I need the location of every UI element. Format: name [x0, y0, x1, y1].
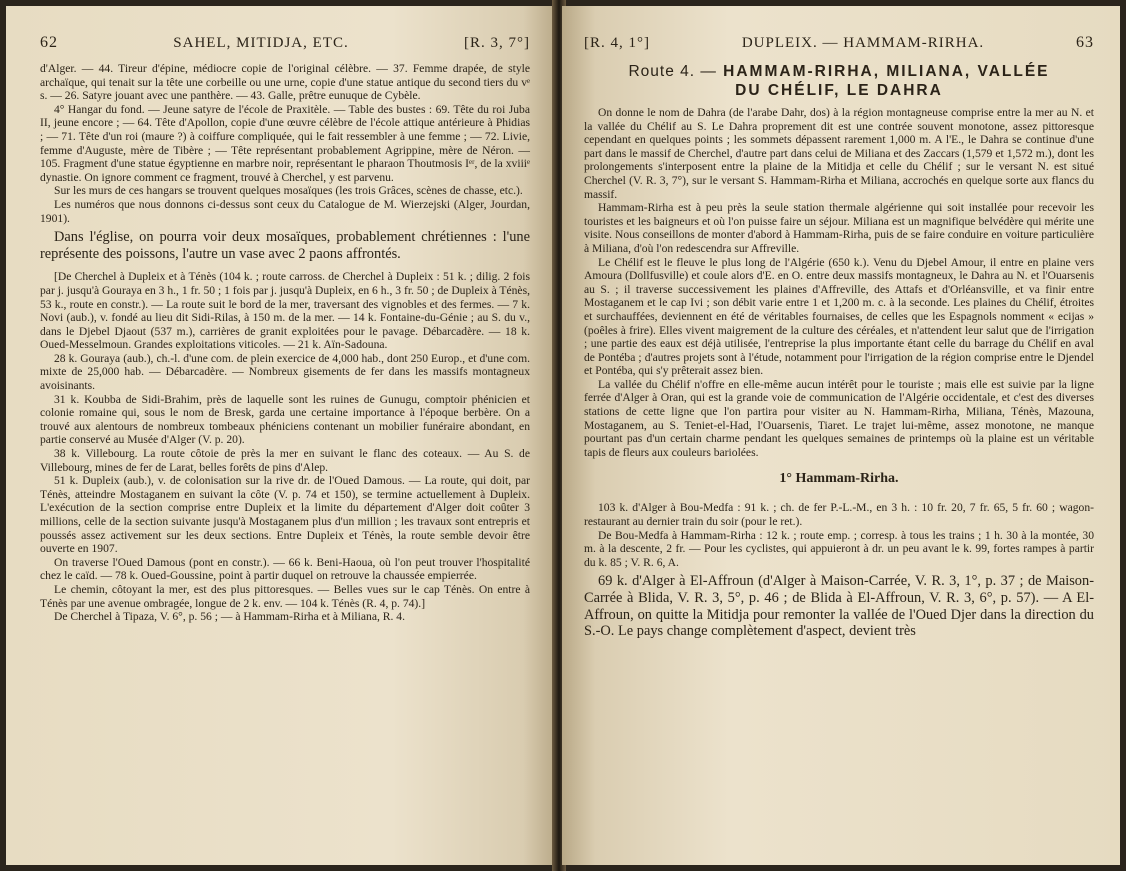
para-right-0: On donne le nom de Dahra (de l'arabe Dahr, dos) à la région montagneuse comprise entre la mer au N. et la vallée du Chélif au S. Le Dahra proprement dit est une contrée souvent monotone, assez pittoresque cependant en quelques points ; les sommets dépassent rarement 1,000 m. A l'E., le Dahra se continue d'une part dans le massif de Cherchel, d'autre part dans celui de Miliana et des Zaccars (1,579 et 1,572 m.), dont les prolongements s'interposent entre la plaine de la Mitidja et celle du Chélif ; sur le versant N. est situé Cherchel (V. R. 3, 7°), sur le versant S. Hammam-Rirha et Miliana, accrochés en quelque sorte aux flancs du massif. — [584, 106, 1094, 201]
para-left-3: Les numéros que nous donnons ci-dessus sont ceux du Catalogue de M. Wierzejski (Alger, Jourdan, 1901). — [40, 197, 530, 225]
right-running-title: DUPLEIX. — HAMMAM-RIRHA. — [741, 35, 985, 51]
para-left-2: Sur les murs de ces hangars se trouvent quelques mosaïques (les trois Grâces, scènes de chasse, etc.). — [54, 184, 523, 198]
right-page — [562, 6, 1120, 865]
right-page-number: 63 — [1076, 34, 1094, 51]
right-section-ref: [R. 4, 1°] — [584, 35, 650, 51]
para-left-6: 28 k. Gouraya (aub.), ch.-l. d'une com. de plein exercice de 4,000 hab., dont 250 Europ., et d'une com. mixte de 25,000 hab. — Débarcadère. — Nombreux gisements de fer dans les massifs montagneux avoisinants. — [40, 351, 530, 393]
route-title-line-1: HAMMAM-RIRHA, MILIANA, VALLÉE — [723, 63, 1050, 80]
para-right-1: Hammam-Rirha est à peu près la seule station thermale algérienne qui soit installée pour recevoir les touristes et les baigneurs et où l'on puisse faire un séjour. Miliana est un magnifique belvédère qui mérite une visite. Nous conseillons de monter d'abord à Hammam-Rirha, puis de se faire conduire en voiture particulière à Miliana, d'où l'on redescendra sur Affreville. — [584, 201, 1094, 255]
para-right-3: La vallée du Chélif n'offre en elle-même aucun intérêt pour le touriste ; mais elle est suivie par la ligne ferrée d'Alger à Oran, qui est la grande voie de communication de l'Algérie occidentale, et c'est des diverses stations de cette ligne que l'on partira pour visiter au N. Hammam-Rirha, Miliana, Ténès, Mazouna, Mostaganem, au S. Teniet-el-Had, l'Ouarsenis, Tiaret. Le trajet lui-même, assez monotone, ne manque pourtant pas d'un certain charme pendant les quelques semaines de printemps où la plaine est un véritable tapis de fleurs aux couleurs bariolées. — [584, 377, 1094, 459]
para-left-10: On traverse l'Oued Damous (pont en constr.). — 66 k. Beni-Haoua, où l'on peut trouver l'hospitalité chez le caïd. — 78 k. Oued-Goussine, point à partir duquel on retrouve la chaussée empierrée. — [40, 555, 530, 583]
route-label: Route 4. — — [628, 63, 717, 80]
para-right-4: 103 k. d'Alger à Bou-Medfa : 91 k. ; ch. de fer P.-L.-M., en 3 h. : 10 fr. 20, 7 fr. 65, 5 fr. 60 ; wagon-restaurant au dernier train du soir (pour le ret.). — [584, 501, 1094, 529]
left-page-number: 62 — [40, 34, 58, 51]
route-title-line-2: DU CHÉLIF, LE DAHRA — [735, 82, 943, 99]
para-left-5: [De Cherchel à Dupleix et à Ténès (104 k. ; route carross. de Cherchel à Dupleix : 51 k. ; dilig. 2 fois par j. jusqu'à Gouraya en 3 h., 1 fr. 50 ; 1 fois par j. jusqu'à Dupleix, en 6 h., 3 fr. 50 ; de Dupleix à Ténès, 53 k., route en constr.). — La route suit le bord de la mer, traversant des vignobles et des fermes. — 7 k. Novi (aub.), v. fondé au lieu dit Sidi-Rilas, à 150 m. de la mer. — 14 k. Fontaine-du-Génie ; au S. du v., dans le Djebel Djaout (537 m.), carrières de granit exploitées pour le pavage. Débarcadère. — 18 k. Oued-Messelmoun. Grandes exploitations viticoles. — 21 k. Aïn-Sadouna. — [40, 270, 530, 352]
para-left-9: 51 k. Dupleix (aub.), v. de colonisation sur la rive dr. de l'Oued Damous. — La route, qui doit, par Ténès, atteindre Mostaganem en suivant la côte (V. p. 74 et 150), se termine actuellement à Dupleix. L'exécution de la section comprise entre Dupleix et la limite du département d'Alger doit coûter 3 millions, celle de la section suivante jusqu'à Mostaganem plus d'un million ; les travaux sont entrepris et poussés assez activement sur les deux sections. Entre Dupleix et Ténès, la route semble devoir être ouverte en 1907. — [40, 474, 530, 556]
para-left-7: 31 k. Koubba de Sidi-Brahim, près de laquelle sont les ruines de Gunugu, comptoir phénicien et colonie romaine qui, sous le nom de Bresk, garda une certaine importance à l'époque berbère. On a trouvé aux alentours de nombreux tombeaux phéniciens contenant un mobilier funéraire abondant, en partie conservé au Musée d'Alger (V. p. 20). — [40, 392, 530, 447]
right-running-head — [584, 34, 1094, 52]
para-left-4: Dans l'église, on pourra voir deux mosaïques, probablement chrétiennes : l'une représente des poissons, l'autre un vase avec 2 paons affrontés. — [40, 229, 530, 262]
para-right-6: 69 k. d'Alger à El-Affroun (d'Alger à Maison-Carrée, V. R. 3, 1°, p. 37 ; de Maison-Carrée à Blida, V. R. 3, 5°, p. 46 ; de Blida à El-Affroun, V. R. 3, 6°, p. 57). — A El-Affroun, on quitte la Mitidja pour remonter la vallée de l'Oued Djer dans la direction du S.-O. Le pays change complètement d'aspect, devient très — [584, 573, 1094, 640]
para-left-8: 38 k. Villebourg. La route côtoie de près la mer en suivant le flanc des coteaux. — Au S. de Villebourg, mines de fer de Larat, belles forêts de pins d'Alep. — [40, 447, 530, 474]
left-running-head — [40, 34, 530, 52]
sub-heading: 1° Hammam-Rirha. — [779, 471, 899, 487]
para-left-12: De Cherchel à Tipaza, V. 6°, p. 56 ; — à Hammam-Rirha et à Miliana, R. 4. — [54, 610, 405, 624]
para-left-11: Le chemin, côtoyant la mer, est des plus pittoresques. — Belles vues sur le cap Ténès. On entre à Ténès par une avenue ombragée, longue de 2 k. env. — 104 k. Ténès (R. 4, p. 74).] — [40, 582, 530, 610]
left-section-ref: [R. 3, 7°] — [464, 35, 530, 51]
para-right-5: De Bou-Medfa à Hammam-Rirha : 12 k. ; route emp. ; corresp. à tous les trains ; 1 h. 30 à la montée, 30 m. à la descente, 2 fr. — Pour les cyclistes, qui appuieront à dr. un peu avant le k. 99, fortes rampes à partir du k. 85 ; V. R. 6, A. — [584, 528, 1094, 569]
para-right-2: Le Chélif est le fleuve le plus long de l'Algérie (650 k.). Venu du Djebel Amour, il entre en plaine vers Amoura (Dollfusville) et coule alors d'E. en O. entre deux massifs montagneux, le Dahra au N. et l'Ouarsenis au S. ; il traverse successivement les plaines d'Affreville, des Attafs et d'Orléansville, et va finir entre Mostaganem et le cap Ivi ; son débit varie entre 1 et 1,200 m. c. à la seconde. Les plaines du Chélif, étroites et surchauffées, deviennent en été de véritables fournaises, de celles que les Espagnols nomment « ecijas » (poêles à frire). Elles vivent maigrement de la culture des céréales, et n'attendent leur salut que de l'irrigation ; une partie des eaux est déjà utilisée, l'entreprise la plus importante étant celle du barrage du Chélif en aval de Pontéba ; d'autres projets sont à l'étude, notamment pour l'irrigation de la région comprise entre le Djendel et Pontéba, qui s'y prêterait assez bien. — [584, 255, 1094, 378]
left-running-title: SAHEL, MITIDJA, ETC. — [173, 35, 349, 51]
para-left-0: d'Alger. — 44. Tireur d'épine, médiocre copie de l'original célèbre. — 37. Femme drapée, de style archaïque, qui tenait sur la tête une corbeille ou une urne, copie d'une statue antique du second tiers du vᵉ s. — 26. Satyre jouant avec une panthère. — 43. Galle, prêtre eunuque de Cybèle. — [40, 62, 530, 103]
route-title — [584, 62, 1094, 100]
left-page — [6, 6, 556, 865]
para-left-1: 4° Hangar du fond. — Jeune satyre de l'école de Praxitèle. — Table des bustes : 69. Tête du roi Juba II, jeune encore ; — 64. Tête d'Apollon, copie d'une œuvre célèbre de l'école attique antérieure à Phidias ; — 71. Tête d'un roi (maure ?) à coiffure compliquée, qui le fait ressembler à une femme ; — 72. Livie, femme d'Auguste, mère de Tibère ; — Tête représentant probablement Agrippine, mère de Néron. — 105. Fragment d'une statue égyptienne en marbre noir, représentant le pharaon Thoutmosis Iᵉʳ, de la xviiiᵉ dynastie. On ignore comment ce fragment, trouvé à Cherchel, y est parvenu. — [40, 102, 530, 184]
